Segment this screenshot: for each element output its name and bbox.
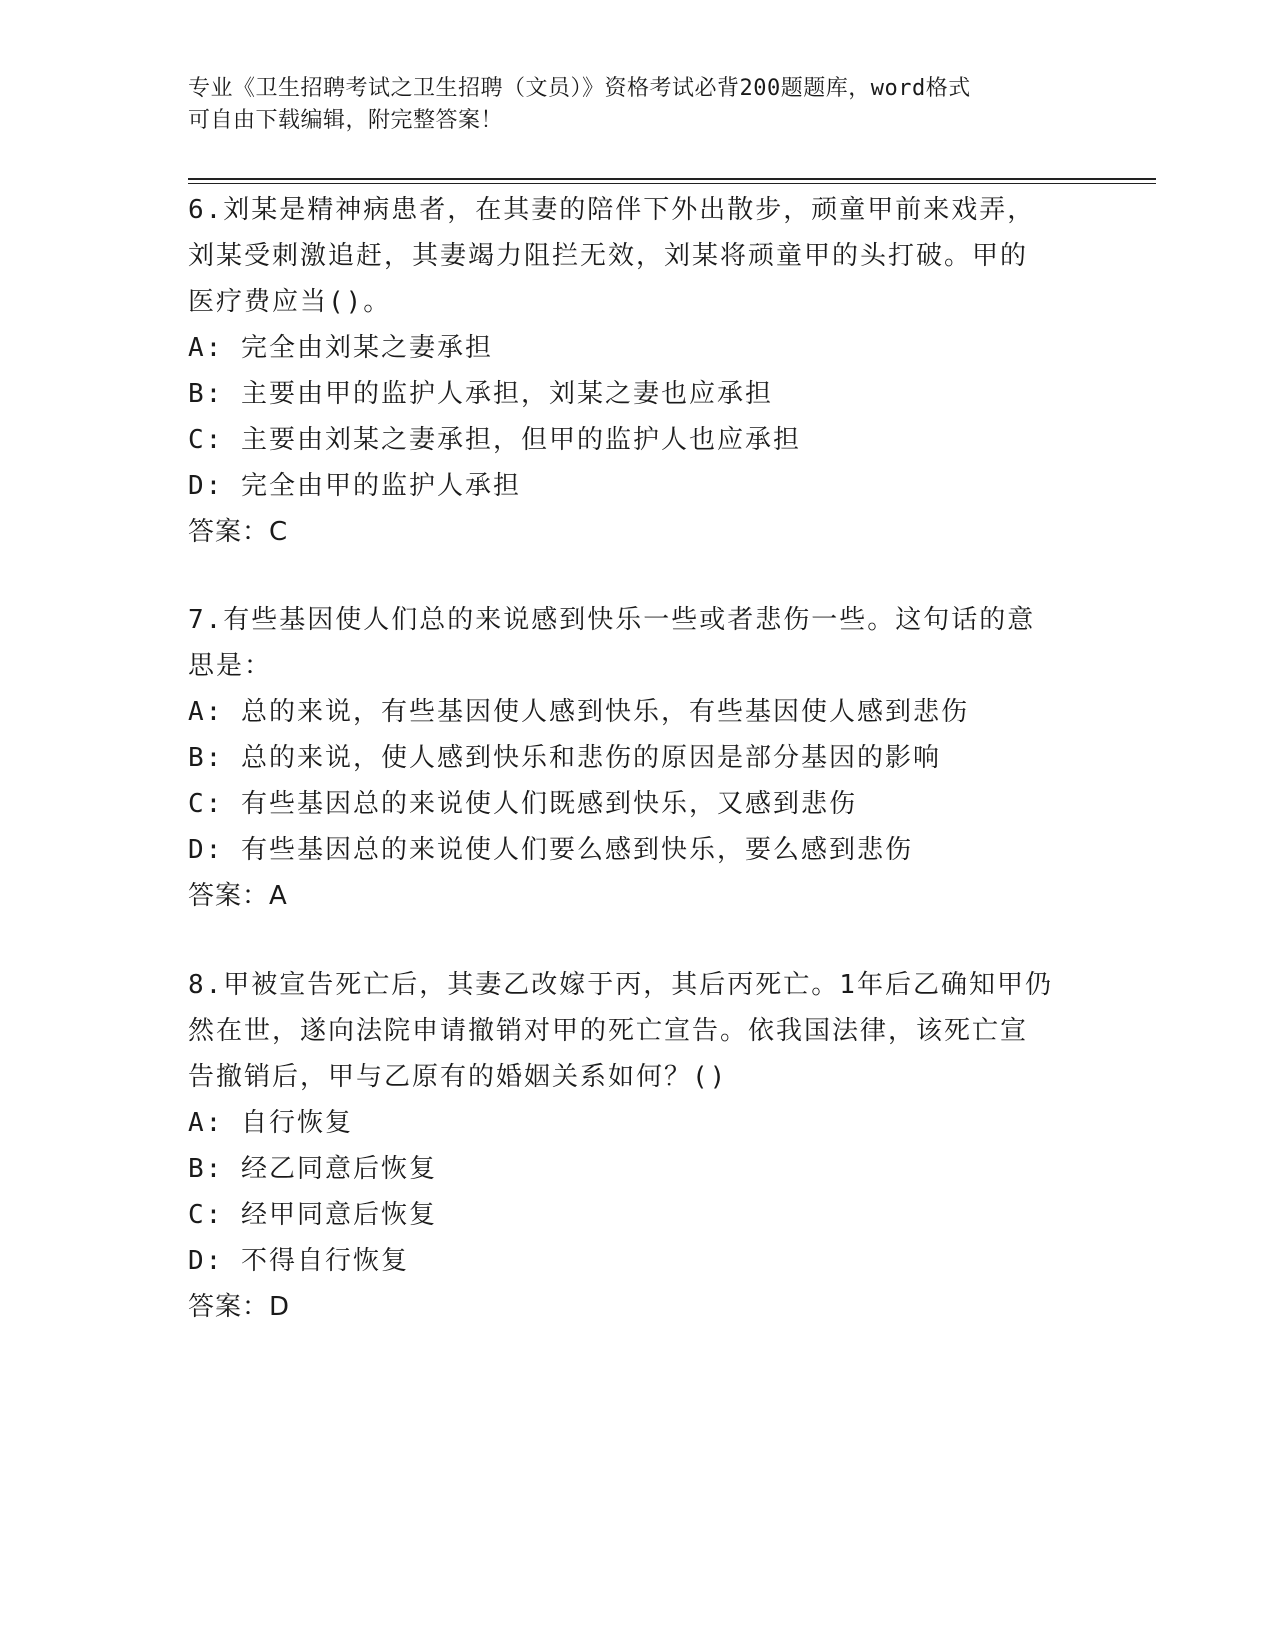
header-title-line-1: 专业《卫生招聘考试之卫生招聘（文员）》资格考试必背200题题库，word格式 — [188, 76, 971, 101]
question-text-line: 然在世，遂向法院申请撤销对甲的死亡宣告。依我国法律，该死亡宣 — [188, 1016, 1029, 1046]
option-a: A: 完全由刘某之妻承担 — [188, 333, 493, 363]
option-c: C: 主要由刘某之妻承担，但甲的监护人也应承担 — [188, 425, 801, 455]
question-text-line: 7.有些基因使人们总的来说感到快乐一些或者悲伤一些。这句话的意 — [188, 605, 1036, 635]
question-text-line: 刘某受刺激追赶，其妻竭力阻拦无效，刘某将顽童甲的头打破。甲的 — [188, 241, 1029, 271]
question-text-line: 8.甲被宣告死亡后，其妻乙改嫁于丙，其后丙死亡。1年后乙确知甲仍 — [188, 970, 1053, 1000]
option-b: B: 经乙同意后恢复 — [188, 1154, 437, 1184]
option-d: D: 不得自行恢复 — [188, 1246, 409, 1276]
header-divider-thin — [188, 183, 1156, 184]
answer-label: 答案：C — [188, 517, 289, 547]
option-a: A: 总的来说，有些基因使人感到快乐，有些基因使人感到悲伤 — [188, 697, 969, 727]
header-title-line-2: 可自由下载编辑，附完整答案！ — [188, 108, 504, 133]
document-header — [188, 73, 1088, 137]
option-b: B: 总的来说，使人感到快乐和悲伤的原因是部分基因的影响 — [188, 743, 941, 773]
question-text-line: 6.刘某是精神病患者，在其妻的陪伴下外出散步，顽童甲前来戏弄， — [188, 195, 1036, 225]
question-6 — [188, 187, 1088, 555]
answer-label: 答案：A — [188, 881, 288, 911]
header-divider-thick — [188, 178, 1156, 180]
question-text-line: 告撤销后，甲与乙原有的婚姻关系如何？() — [188, 1062, 728, 1092]
question-8 — [188, 962, 1088, 1330]
question-text-line: 思是： — [188, 651, 273, 681]
option-a: A: 自行恢复 — [188, 1108, 353, 1138]
question-text-line: 医疗费应当()。 — [188, 287, 392, 317]
question-7 — [188, 597, 1088, 919]
option-c: C: 有些基因总的来说使人们既感到快乐，又感到悲伤 — [188, 789, 857, 819]
answer-label: 答案：D — [188, 1292, 291, 1322]
option-b: B: 主要由甲的监护人承担，刘某之妻也应承担 — [188, 379, 773, 409]
option-d: D: 完全由甲的监护人承担 — [188, 471, 521, 501]
option-c: C: 经甲同意后恢复 — [188, 1200, 437, 1230]
option-d: D: 有些基因总的来说使人们要么感到快乐，要么感到悲伤 — [188, 835, 913, 865]
